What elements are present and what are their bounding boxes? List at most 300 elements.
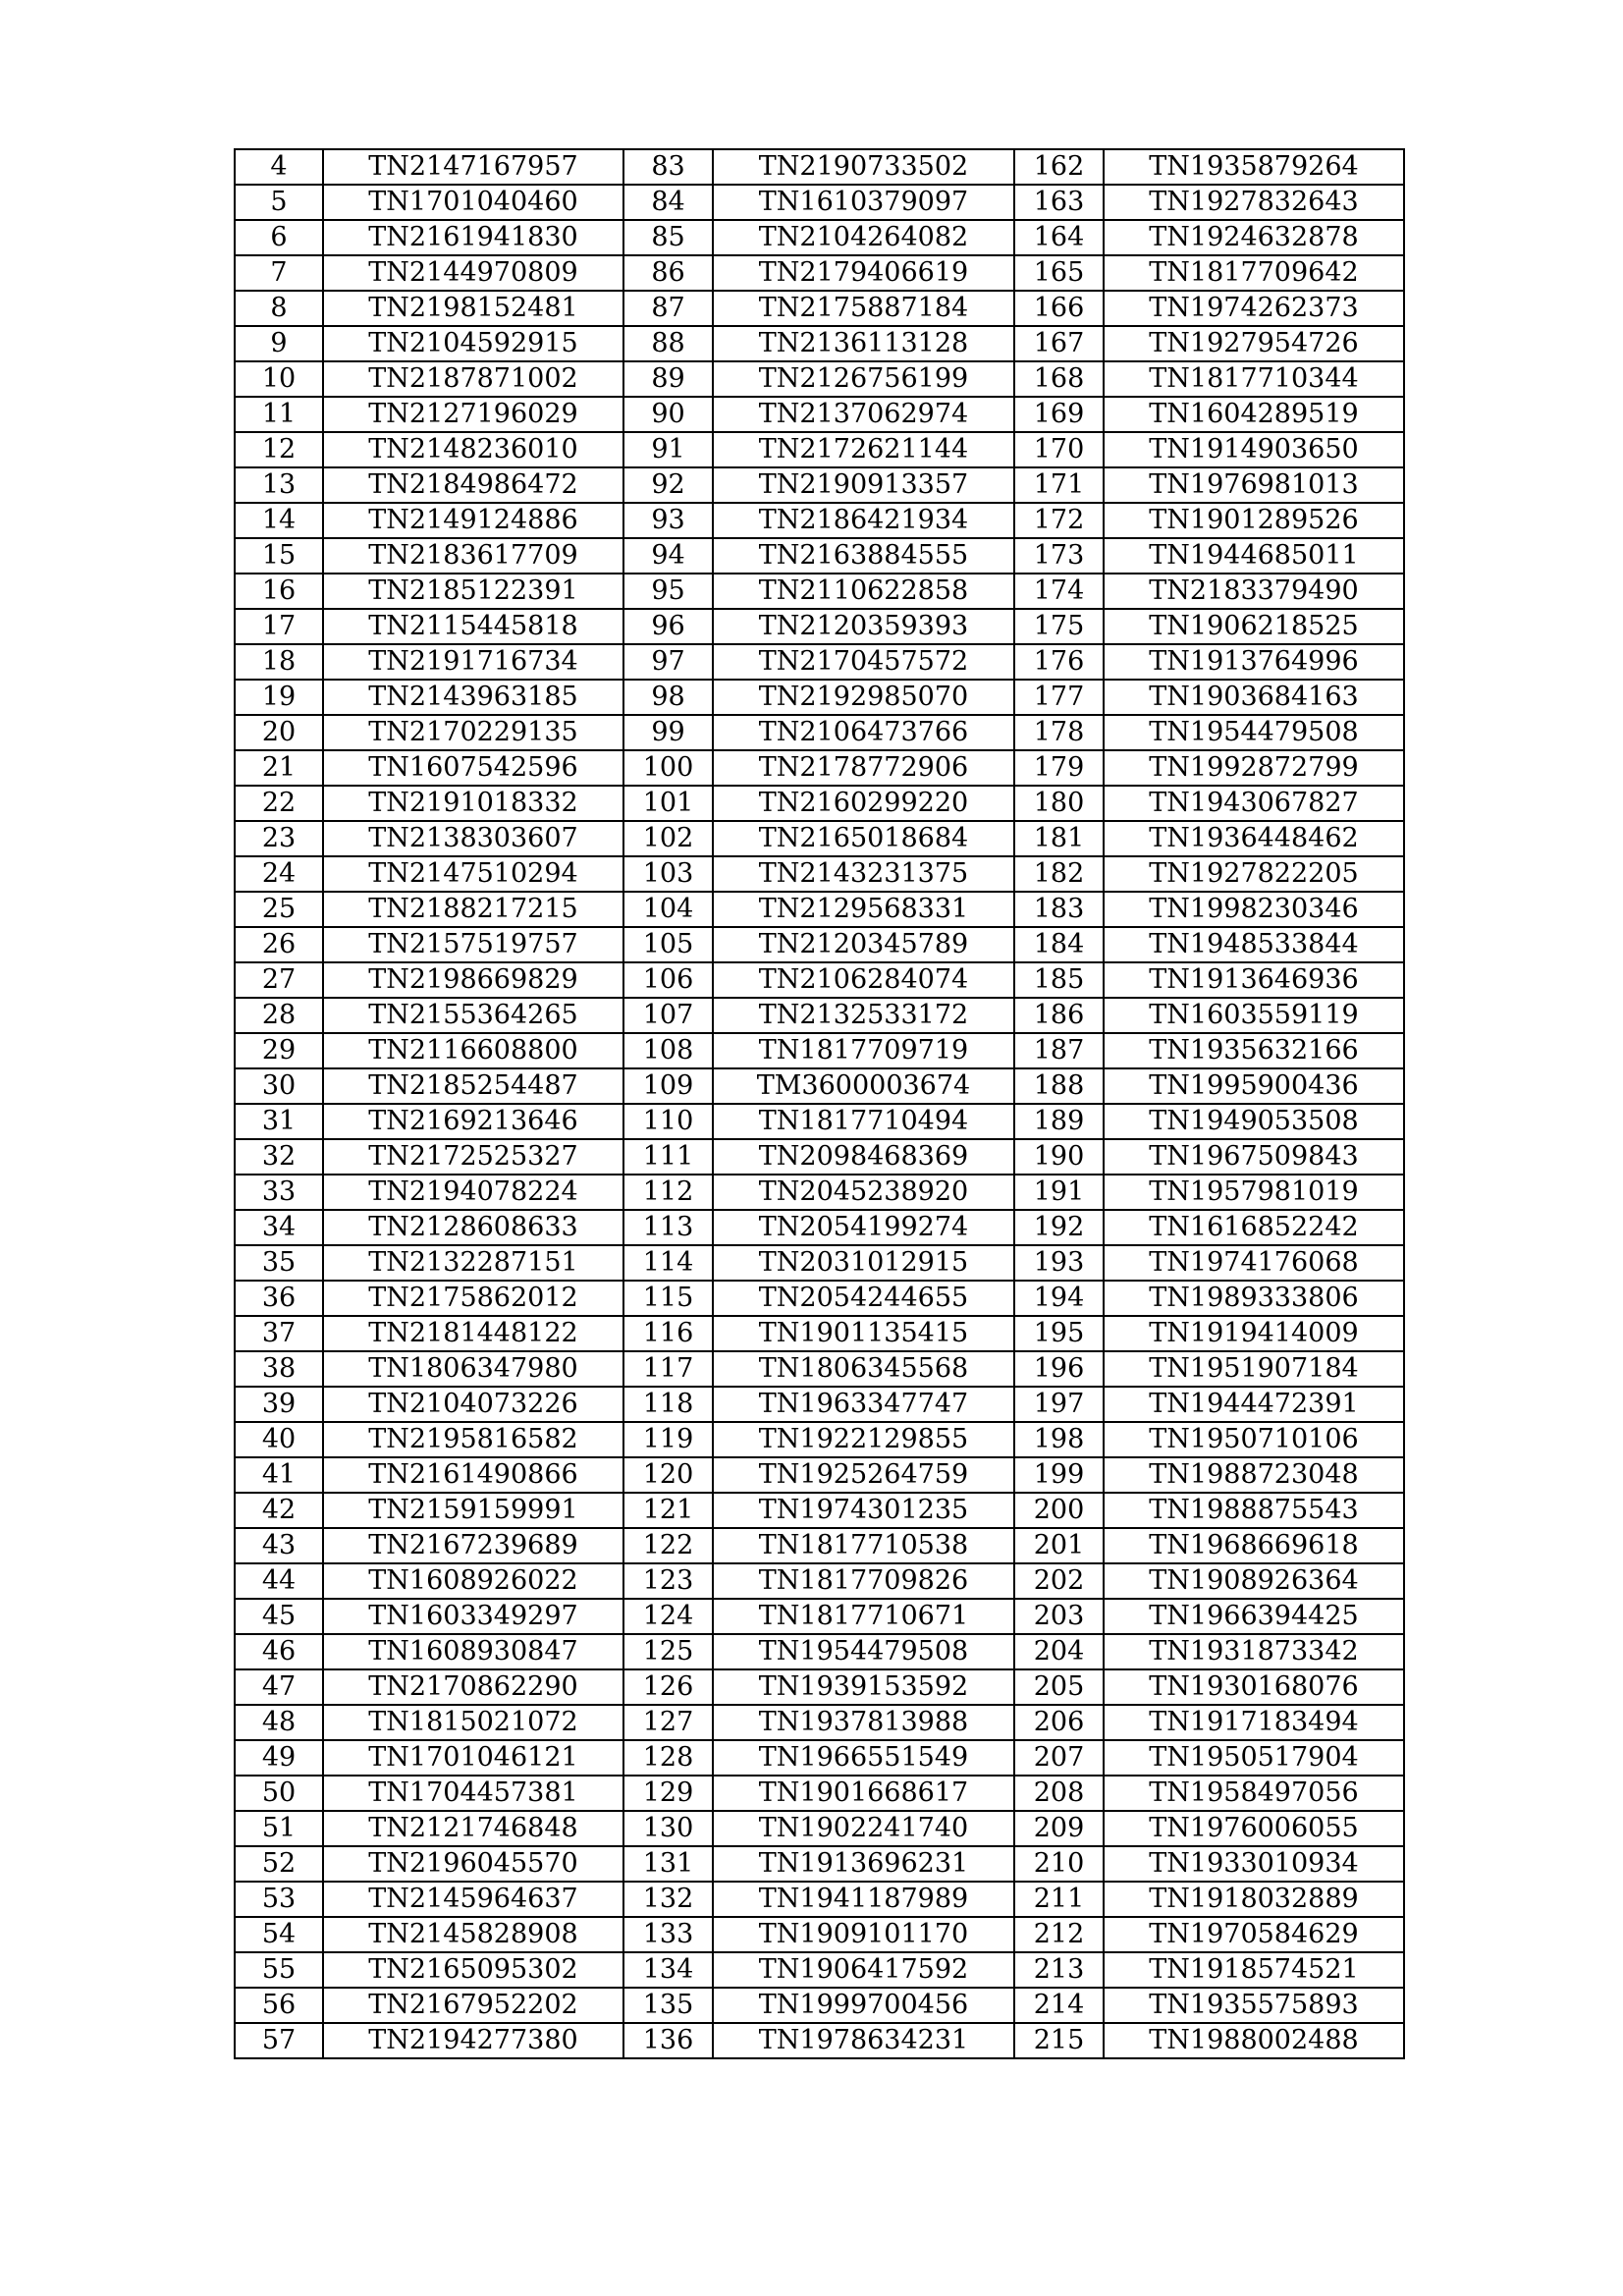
serial-number-cell: 214 — [1014, 1988, 1104, 2023]
serial-number-cell: 204 — [1014, 1634, 1104, 1669]
table-row — [235, 326, 1404, 361]
serial-number-cell: 167 — [1014, 326, 1104, 361]
serial-number-cell: 169 — [1014, 397, 1104, 432]
serial-number-cell: 201 — [1014, 1528, 1104, 1563]
code-cell: TN1963347747 — [713, 1387, 1014, 1422]
serial-number-cell: 197 — [1014, 1387, 1104, 1422]
table-row — [235, 1033, 1404, 1068]
code-cell: TN1974301235 — [713, 1493, 1014, 1528]
serial-number-cell: 5 — [235, 185, 323, 220]
code-cell: TN1607542596 — [323, 750, 623, 786]
serial-number-cell: 179 — [1014, 750, 1104, 786]
serial-number-cell: 122 — [623, 1528, 713, 1563]
serial-number-cell: 104 — [623, 892, 713, 927]
serial-number-cell: 48 — [235, 1705, 323, 1740]
code-cell: TN2170457572 — [713, 644, 1014, 680]
code-cell: TN2184986472 — [323, 467, 623, 503]
serial-number-cell: 212 — [1014, 1917, 1104, 1952]
code-cell: TN2163884555 — [713, 538, 1014, 574]
code-cell: TN2187871002 — [323, 361, 623, 397]
code-cell: TN1927832643 — [1104, 185, 1404, 220]
code-cell: TN1939153592 — [713, 1669, 1014, 1705]
code-cell: TN1603559119 — [1104, 998, 1404, 1033]
code-table — [234, 148, 1405, 2059]
code-cell: TN2143963185 — [323, 680, 623, 715]
serial-number-cell: 168 — [1014, 361, 1104, 397]
code-cell: TN2183617709 — [323, 538, 623, 574]
serial-number-cell: 92 — [623, 467, 713, 503]
code-cell: TN1968669618 — [1104, 1528, 1404, 1563]
code-cell: TN2183379490 — [1104, 574, 1404, 609]
code-cell: TN1954479508 — [713, 1634, 1014, 1669]
code-cell: TN1978634231 — [713, 2023, 1014, 2058]
code-cell: TN1937813988 — [713, 1705, 1014, 1740]
table-row — [235, 185, 1404, 220]
table-row — [235, 291, 1404, 326]
code-cell: TN1974262373 — [1104, 291, 1404, 326]
code-cell: TN2104592915 — [323, 326, 623, 361]
serial-number-cell: 213 — [1014, 1952, 1104, 1988]
code-cell: TN2165018684 — [713, 821, 1014, 856]
code-cell: TN2136113128 — [713, 326, 1014, 361]
code-cell: TN1935879264 — [1104, 149, 1404, 185]
serial-number-cell: 35 — [235, 1245, 323, 1281]
code-cell: TN1701040460 — [323, 185, 623, 220]
serial-number-cell: 12 — [235, 432, 323, 467]
code-cell: TN2191716734 — [323, 644, 623, 680]
code-cell: TN1944685011 — [1104, 538, 1404, 574]
serial-number-cell: 20 — [235, 715, 323, 750]
code-cell: TN1913646936 — [1104, 962, 1404, 998]
table-row — [235, 1882, 1404, 1917]
table-row — [235, 856, 1404, 892]
code-cell: TN2126756199 — [713, 361, 1014, 397]
serial-number-cell: 96 — [623, 609, 713, 644]
table-row — [235, 680, 1404, 715]
serial-number-cell: 119 — [623, 1422, 713, 1457]
serial-number-cell: 207 — [1014, 1740, 1104, 1776]
table-row — [235, 1281, 1404, 1316]
table-row — [235, 503, 1404, 538]
code-cell: TN1966551549 — [713, 1740, 1014, 1776]
code-cell: TN1603349297 — [323, 1599, 623, 1634]
serial-number-cell: 83 — [623, 149, 713, 185]
code-cell: TN1935575893 — [1104, 1988, 1404, 2023]
code-cell: TN1918032889 — [1104, 1882, 1404, 1917]
code-cell: TN1806345568 — [713, 1351, 1014, 1387]
table-row — [235, 1917, 1404, 1952]
code-cell: TN2167952202 — [323, 1988, 623, 2023]
code-cell: TN1999700456 — [713, 1988, 1014, 2023]
serial-number-cell: 116 — [623, 1316, 713, 1351]
serial-number-cell: 164 — [1014, 220, 1104, 255]
code-cell: TN2115445818 — [323, 609, 623, 644]
code-cell: TN1943067827 — [1104, 786, 1404, 821]
serial-number-cell: 215 — [1014, 2023, 1104, 2058]
table-row — [235, 1387, 1404, 1422]
table-row — [235, 644, 1404, 680]
serial-number-cell: 188 — [1014, 1068, 1104, 1104]
code-cell: TN2181448122 — [323, 1316, 623, 1351]
serial-number-cell: 29 — [235, 1033, 323, 1068]
code-cell: TN2185254487 — [323, 1068, 623, 1104]
serial-number-cell: 25 — [235, 892, 323, 927]
serial-number-cell: 182 — [1014, 856, 1104, 892]
serial-number-cell: 112 — [623, 1175, 713, 1210]
serial-number-cell: 39 — [235, 1387, 323, 1422]
serial-number-cell: 183 — [1014, 892, 1104, 927]
serial-number-cell: 10 — [235, 361, 323, 397]
serial-number-cell: 117 — [623, 1351, 713, 1387]
serial-number-cell: 123 — [623, 1563, 713, 1599]
code-cell: TN2116608800 — [323, 1033, 623, 1068]
serial-number-cell: 4 — [235, 149, 323, 185]
code-cell: TN1925264759 — [713, 1457, 1014, 1493]
code-cell: TN1950517904 — [1104, 1740, 1404, 1776]
serial-number-cell: 45 — [235, 1599, 323, 1634]
code-cell: TN1998230346 — [1104, 892, 1404, 927]
serial-number-cell: 185 — [1014, 962, 1104, 998]
table-row — [235, 1457, 1404, 1493]
serial-number-cell: 54 — [235, 1917, 323, 1952]
code-cell: TN1936448462 — [1104, 821, 1404, 856]
table-row — [235, 1316, 1404, 1351]
code-cell: TN1918574521 — [1104, 1952, 1404, 1988]
serial-number-cell: 211 — [1014, 1882, 1104, 1917]
serial-number-cell: 101 — [623, 786, 713, 821]
table-row — [235, 786, 1404, 821]
serial-number-cell: 24 — [235, 856, 323, 892]
serial-number-cell: 162 — [1014, 149, 1104, 185]
code-cell: TN1949053508 — [1104, 1104, 1404, 1139]
serial-number-cell: 131 — [623, 1846, 713, 1882]
code-cell: TN2127196029 — [323, 397, 623, 432]
serial-number-cell: 21 — [235, 750, 323, 786]
code-cell: TN2106284074 — [713, 962, 1014, 998]
serial-number-cell: 26 — [235, 927, 323, 962]
serial-number-cell: 100 — [623, 750, 713, 786]
serial-number-cell: 87 — [623, 291, 713, 326]
code-cell: TN2178772906 — [713, 750, 1014, 786]
table-row — [235, 1846, 1404, 1882]
serial-number-cell: 111 — [623, 1139, 713, 1175]
code-cell: TN1989333806 — [1104, 1281, 1404, 1316]
code-cell: TN1817709642 — [1104, 255, 1404, 291]
code-cell: TN1608926022 — [323, 1563, 623, 1599]
code-cell: TN2137062974 — [713, 397, 1014, 432]
serial-number-cell: 202 — [1014, 1563, 1104, 1599]
code-cell: TN2172525327 — [323, 1139, 623, 1175]
table-row — [235, 1139, 1404, 1175]
table-row — [235, 1599, 1404, 1634]
code-cell: TN2165095302 — [323, 1952, 623, 1988]
serial-number-cell: 8 — [235, 291, 323, 326]
serial-number-cell: 98 — [623, 680, 713, 715]
serial-number-cell: 175 — [1014, 609, 1104, 644]
table-row — [235, 998, 1404, 1033]
serial-number-cell: 11 — [235, 397, 323, 432]
code-cell: TN1608930847 — [323, 1634, 623, 1669]
code-cell: TN1976981013 — [1104, 467, 1404, 503]
serial-number-cell: 198 — [1014, 1422, 1104, 1457]
code-cell: TN2161490866 — [323, 1457, 623, 1493]
code-cell: TN2132287151 — [323, 1245, 623, 1281]
serial-number-cell: 103 — [623, 856, 713, 892]
serial-number-cell: 22 — [235, 786, 323, 821]
serial-number-cell: 121 — [623, 1493, 713, 1528]
table-row — [235, 927, 1404, 962]
code-cell: TN1908926364 — [1104, 1563, 1404, 1599]
code-cell: TN2185122391 — [323, 574, 623, 609]
serial-number-cell: 94 — [623, 538, 713, 574]
serial-number-cell: 53 — [235, 1882, 323, 1917]
table-row — [235, 149, 1404, 185]
code-cell: TN2159159991 — [323, 1493, 623, 1528]
serial-number-cell: 128 — [623, 1740, 713, 1776]
code-cell: TN2198152481 — [323, 291, 623, 326]
code-cell: TN2172621144 — [713, 432, 1014, 467]
code-cell: TN2144970809 — [323, 255, 623, 291]
code-cell: TN1927822205 — [1104, 856, 1404, 892]
serial-number-cell: 52 — [235, 1846, 323, 1882]
table-row — [235, 255, 1404, 291]
code-cell: TN2155364265 — [323, 998, 623, 1033]
code-cell: TN2031012915 — [713, 1245, 1014, 1281]
code-cell: TN2121746848 — [323, 1811, 623, 1846]
code-cell: TN1909101170 — [713, 1917, 1014, 1952]
code-cell: TN2160299220 — [713, 786, 1014, 821]
code-cell: TN2054199274 — [713, 1210, 1014, 1245]
table-row — [235, 538, 1404, 574]
code-cell: TN2175887184 — [713, 291, 1014, 326]
serial-number-cell: 109 — [623, 1068, 713, 1104]
serial-number-cell: 174 — [1014, 574, 1104, 609]
code-cell: TN1906218525 — [1104, 609, 1404, 644]
table-row — [235, 1351, 1404, 1387]
serial-number-cell: 118 — [623, 1387, 713, 1422]
code-cell: TN1903684163 — [1104, 680, 1404, 715]
serial-number-cell: 130 — [623, 1811, 713, 1846]
serial-number-cell: 120 — [623, 1457, 713, 1493]
code-cell: TN2147510294 — [323, 856, 623, 892]
serial-number-cell: 125 — [623, 1634, 713, 1669]
serial-number-cell: 89 — [623, 361, 713, 397]
code-cell: TN2054244655 — [713, 1281, 1014, 1316]
code-cell: TN1901135415 — [713, 1316, 1014, 1351]
table-row — [235, 1210, 1404, 1245]
table-row — [235, 1104, 1404, 1139]
code-cell: TN1616852242 — [1104, 1210, 1404, 1245]
table-row — [235, 1811, 1404, 1846]
code-cell: TN2186421934 — [713, 503, 1014, 538]
serial-number-cell: 55 — [235, 1952, 323, 1988]
serial-number-cell: 57 — [235, 2023, 323, 2058]
table-row — [235, 361, 1404, 397]
table-row — [235, 1175, 1404, 1210]
serial-number-cell: 176 — [1014, 644, 1104, 680]
code-cell: TN2198669829 — [323, 962, 623, 998]
code-cell: TN2192985070 — [713, 680, 1014, 715]
table-row — [235, 892, 1404, 927]
serial-number-cell: 135 — [623, 1988, 713, 2023]
code-cell: TN2145828908 — [323, 1917, 623, 1952]
serial-number-cell: 7 — [235, 255, 323, 291]
table-row — [235, 432, 1404, 467]
code-cell: TN1995900436 — [1104, 1068, 1404, 1104]
serial-number-cell: 47 — [235, 1669, 323, 1705]
code-cell: TN2195816582 — [323, 1422, 623, 1457]
serial-number-cell: 28 — [235, 998, 323, 1033]
code-cell: TN2149124886 — [323, 503, 623, 538]
code-cell: TN2170229135 — [323, 715, 623, 750]
serial-number-cell: 13 — [235, 467, 323, 503]
table-row — [235, 1669, 1404, 1705]
code-cell: TN2120345789 — [713, 927, 1014, 962]
code-cell: TN1970584629 — [1104, 1917, 1404, 1952]
code-cell: TN1988875543 — [1104, 1493, 1404, 1528]
code-cell: TN2138303607 — [323, 821, 623, 856]
serial-number-cell: 192 — [1014, 1210, 1104, 1245]
serial-number-cell: 190 — [1014, 1139, 1104, 1175]
code-cell: TN2129568331 — [713, 892, 1014, 927]
code-cell: TN2161941830 — [323, 220, 623, 255]
table-row — [235, 609, 1404, 644]
serial-number-cell: 17 — [235, 609, 323, 644]
serial-number-cell: 199 — [1014, 1457, 1104, 1493]
code-cell: TN2145964637 — [323, 1882, 623, 1917]
serial-number-cell: 124 — [623, 1599, 713, 1634]
code-cell: TN1974176068 — [1104, 1245, 1404, 1281]
code-cell: TN1704457381 — [323, 1776, 623, 1811]
code-cell: TN1817710538 — [713, 1528, 1014, 1563]
serial-number-cell: 46 — [235, 1634, 323, 1669]
code-cell: TN1817710494 — [713, 1104, 1014, 1139]
serial-number-cell: 203 — [1014, 1599, 1104, 1634]
table-row — [235, 1422, 1404, 1457]
serial-number-cell: 171 — [1014, 467, 1104, 503]
serial-number-cell: 184 — [1014, 927, 1104, 962]
serial-number-cell: 177 — [1014, 680, 1104, 715]
code-cell: TN1944472391 — [1104, 1387, 1404, 1422]
serial-number-cell: 180 — [1014, 786, 1104, 821]
code-cell: TN1941187989 — [713, 1882, 1014, 1917]
table-row — [235, 574, 1404, 609]
code-cell: TN2194277380 — [323, 2023, 623, 2058]
serial-number-cell: 50 — [235, 1776, 323, 1811]
serial-number-cell: 36 — [235, 1281, 323, 1316]
serial-number-cell: 97 — [623, 644, 713, 680]
serial-number-cell: 133 — [623, 1917, 713, 1952]
serial-number-cell: 194 — [1014, 1281, 1104, 1316]
code-cell: TN1988723048 — [1104, 1457, 1404, 1493]
table-row — [235, 1528, 1404, 1563]
code-cell: TN2045238920 — [713, 1175, 1014, 1210]
table-row — [235, 715, 1404, 750]
code-cell: TN1604289519 — [1104, 397, 1404, 432]
serial-number-cell: 173 — [1014, 538, 1104, 574]
code-cell: TN1967509843 — [1104, 1139, 1404, 1175]
serial-number-cell: 170 — [1014, 432, 1104, 467]
code-cell: TN1913764996 — [1104, 644, 1404, 680]
serial-number-cell: 205 — [1014, 1669, 1104, 1705]
table-row — [235, 1776, 1404, 1811]
code-cell: TN1988002488 — [1104, 2023, 1404, 2058]
serial-number-cell: 106 — [623, 962, 713, 998]
code-cell: TN1950710106 — [1104, 1422, 1404, 1457]
code-cell: TN1927954726 — [1104, 326, 1404, 361]
code-cell: TN2098468369 — [713, 1139, 1014, 1175]
serial-number-cell: 90 — [623, 397, 713, 432]
code-cell: TN2194078224 — [323, 1175, 623, 1210]
code-cell: TN2191018332 — [323, 786, 623, 821]
serial-number-cell: 165 — [1014, 255, 1104, 291]
code-cell: TN1815021072 — [323, 1705, 623, 1740]
serial-number-cell: 132 — [623, 1882, 713, 1917]
code-cell: TN1917183494 — [1104, 1705, 1404, 1740]
serial-number-cell: 56 — [235, 1988, 323, 2023]
code-cell: TN2179406619 — [713, 255, 1014, 291]
serial-number-cell: 49 — [235, 1740, 323, 1776]
serial-number-cell: 42 — [235, 1493, 323, 1528]
serial-number-cell: 23 — [235, 821, 323, 856]
serial-number-cell: 163 — [1014, 185, 1104, 220]
code-cell: TN2196045570 — [323, 1846, 623, 1882]
code-cell: TN1914903650 — [1104, 432, 1404, 467]
serial-number-cell: 193 — [1014, 1245, 1104, 1281]
serial-number-cell: 166 — [1014, 291, 1104, 326]
serial-number-cell: 196 — [1014, 1351, 1104, 1387]
serial-number-cell: 15 — [235, 538, 323, 574]
code-cell: TN1901668617 — [713, 1776, 1014, 1811]
table-row — [235, 1988, 1404, 2023]
serial-number-cell: 189 — [1014, 1104, 1104, 1139]
serial-number-cell: 110 — [623, 1104, 713, 1139]
code-cell: TN1935632166 — [1104, 1033, 1404, 1068]
table-row — [235, 467, 1404, 503]
serial-number-cell: 38 — [235, 1351, 323, 1387]
serial-number-cell: 51 — [235, 1811, 323, 1846]
serial-number-cell: 206 — [1014, 1705, 1104, 1740]
serial-number-cell: 105 — [623, 927, 713, 962]
code-cell: TN2104264082 — [713, 220, 1014, 255]
code-cell: TN1806347980 — [323, 1351, 623, 1387]
code-cell: TN2104073226 — [323, 1387, 623, 1422]
serial-number-cell: 107 — [623, 998, 713, 1033]
serial-number-cell: 108 — [623, 1033, 713, 1068]
table-row — [235, 1493, 1404, 1528]
serial-number-cell: 181 — [1014, 821, 1104, 856]
serial-number-cell: 88 — [623, 326, 713, 361]
code-cell: TN1902241740 — [713, 1811, 1014, 1846]
code-cell: TN1901289526 — [1104, 503, 1404, 538]
table-row — [235, 220, 1404, 255]
serial-number-cell: 210 — [1014, 1846, 1104, 1882]
table-row — [235, 962, 1404, 998]
serial-number-cell: 126 — [623, 1669, 713, 1705]
table-row — [235, 1245, 1404, 1281]
serial-number-cell: 33 — [235, 1175, 323, 1210]
code-cell: TN1924632878 — [1104, 220, 1404, 255]
code-cell: TN2132533172 — [713, 998, 1014, 1033]
table-row — [235, 1634, 1404, 1669]
serial-number-cell: 127 — [623, 1705, 713, 1740]
code-cell: TN2188217215 — [323, 892, 623, 927]
serial-number-cell: 129 — [623, 1776, 713, 1811]
serial-number-cell: 113 — [623, 1210, 713, 1245]
serial-number-cell: 208 — [1014, 1776, 1104, 1811]
table-row — [235, 397, 1404, 432]
code-cell: TN1922129855 — [713, 1422, 1014, 1457]
